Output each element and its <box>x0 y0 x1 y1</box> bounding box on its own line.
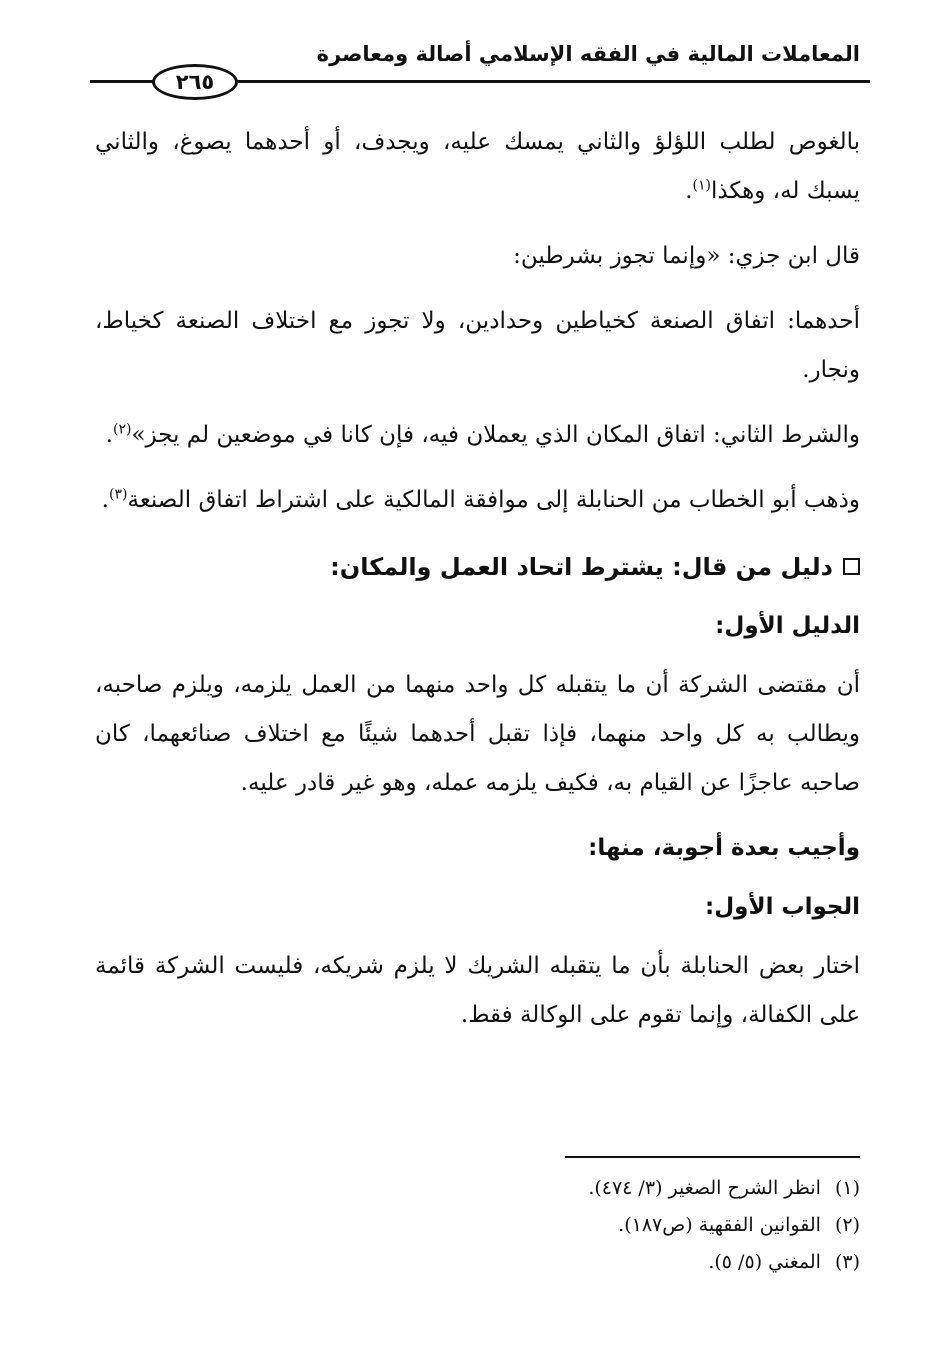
paragraph: أحدهما: اتفاق الصنعة كخياطين وحدادين، ولا تجوز مع اختلاف الصنعة كخياط، ونجار. <box>95 308 860 383</box>
footnotes <box>260 1170 860 1281</box>
page-number: ٢٦٥ <box>152 64 238 100</box>
running-header <box>90 30 870 94</box>
square-bullet-icon <box>843 558 860 575</box>
main-text <box>95 118 860 1056</box>
paragraph: أن مقتضى الشركة أن ما يتقبله كل واحد منهما من العمل يلزمه، ويلزم صاحبه، ويطالب به كل واحد منهما، فإذا تقبل أحدهما شيئًا مع اختلاف صنائعهما، كان صاحبه عاجزًا عن القيام به، فكيف يلزمه عمله، وهو غير قادر عليه. <box>95 672 860 796</box>
subheading: وأجيب بعدة أجوبة، منها: <box>588 835 860 861</box>
paragraph: بالغوص لطلب اللؤلؤ والثاني يمسك عليه، ويجدف، أو أحدهما يصوغ، والثاني يسبك له، وهكذا$^{(١)}$. <box>95 129 860 204</box>
section-heading: دليل من قال: يشترط اتحاد العمل والمكان: <box>95 543 860 592</box>
paragraph: قال ابن جزي: «وإنما تجوز بشرطين: <box>513 243 860 269</box>
subheading: الدليل الأول: <box>715 613 860 639</box>
footnote: (١)انظر الشرح الصغير (٣/ ٤٧٤). <box>588 1177 860 1199</box>
footnote-ref[interactable]: (١) <box>692 177 711 194</box>
footnote: (٢)القوانين الفقهية (ص١٨٧). <box>618 1214 860 1236</box>
footnote: (٣)المغني (٥/ ٥). <box>708 1251 860 1273</box>
paragraph: والشرط الثاني: اتفاق المكان الذي يعملان فيه، فإن كانا في موضعين لم يجز»$^{(٢)}$. <box>105 421 860 448</box>
book-title: المعاملات المالية في الفقه الإسلامي أصالة ومعاصرة <box>316 42 860 66</box>
paragraph: وذهب أبو الخطاب من الحنابلة إلى موافقة المالكية على اشتراط اتفاق الصنعة$^{(٣)}$. <box>101 486 860 513</box>
footnote-ref[interactable]: (٢) <box>112 421 132 438</box>
subheading: الجواب الأول: <box>705 894 860 920</box>
footnote-ref[interactable]: (٣) <box>108 486 128 503</box>
footnote-rule <box>565 1156 860 1158</box>
paragraph: اختار بعض الحنابلة بأن ما يتقبله الشريك لا يلزم شريكه، فليست الشركة قائمة على الكفالة، وإنما تقوم على الوكالة فقط. <box>95 953 860 1028</box>
